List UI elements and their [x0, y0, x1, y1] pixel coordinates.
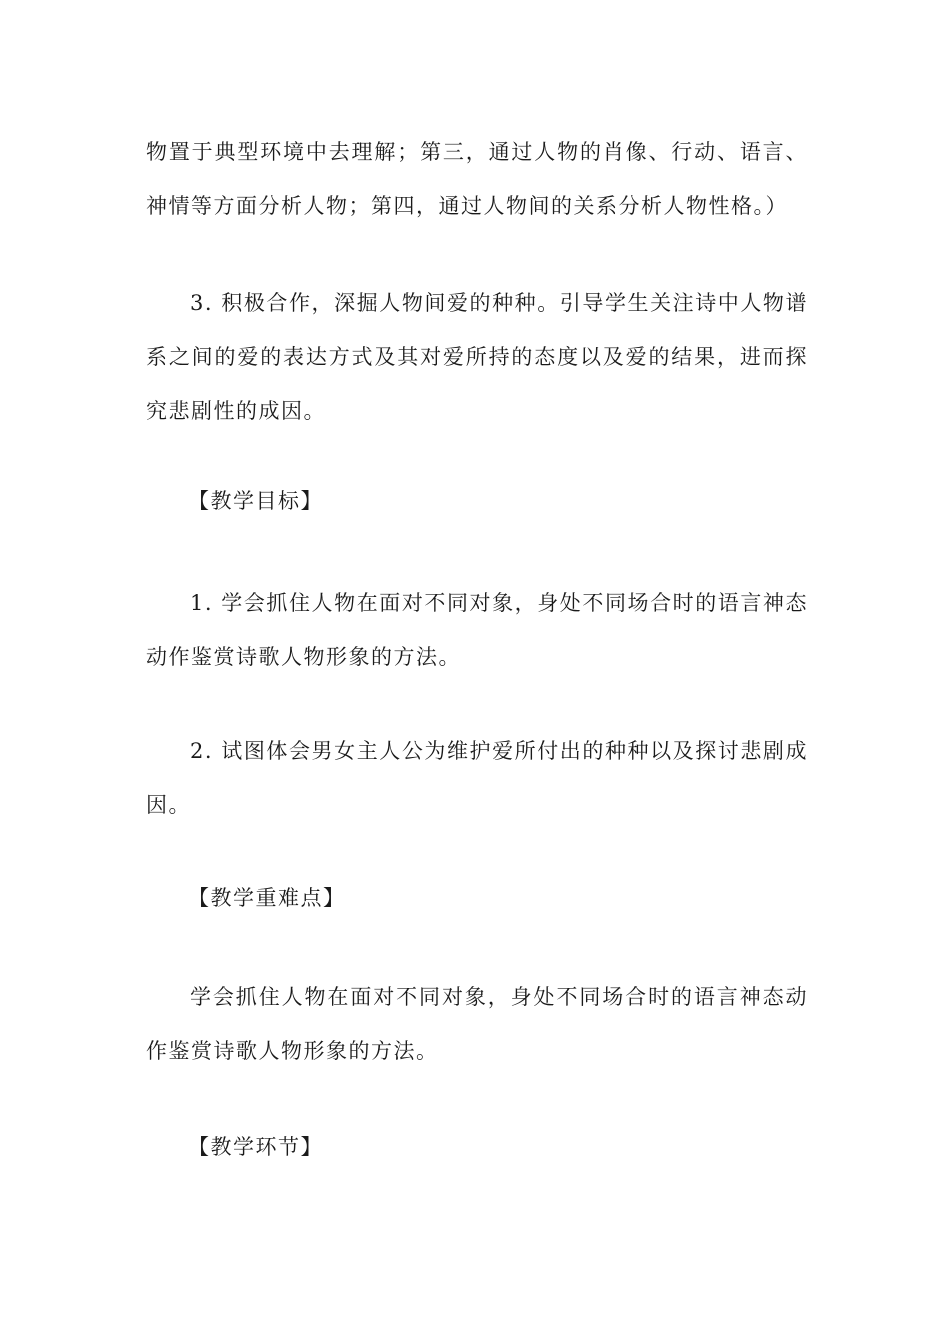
heading-teaching-objectives: 【教学目标】: [188, 489, 323, 513]
objective-item-1: 1. 学会抓住人物在面对不同对象，身处不同场合时的语言神态动作鉴赏诗歌人物形象的方法。: [146, 591, 808, 669]
heading-teaching-steps: 【教学环节】: [188, 1135, 323, 1159]
paragraph-item-3: 3. 积极合作，深掘人物间爱的种种。引导学生关注诗中人物谱系之间的爱的表达方式及其对爱所持的态度以及爱的结果，进而探究悲剧性的成因。: [146, 291, 808, 423]
heading-key-difficult-points: 【教学重难点】: [188, 886, 346, 910]
objective-item-2: 2. 试图体会男女主人公为维护爱所付出的种种以及探讨悲剧成因。: [146, 739, 808, 817]
paragraph-continuation: 物置于典型环境中去理解；第三，通过人物的肖像、行动、语言、神情等方面分析人物；第四，通过人物间的关系分析人物性格。）: [146, 140, 808, 218]
key-points-paragraph: 学会抓住人物在面对不同对象，身处不同场合时的语言神态动作鉴赏诗歌人物形象的方法。: [146, 985, 808, 1063]
